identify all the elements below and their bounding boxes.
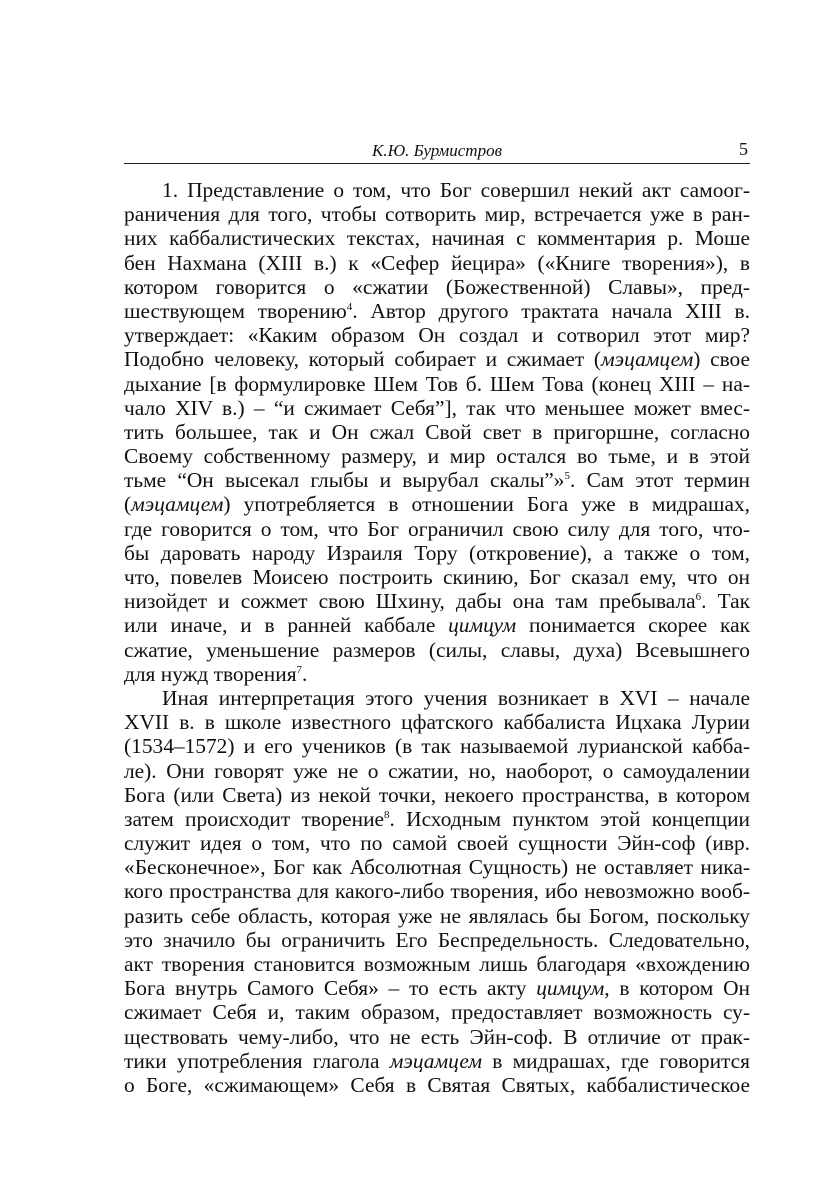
text-line xyxy=(124,347,750,371)
text-run: ( xyxy=(124,492,132,517)
text-run: утверждает: «Каким образом Он создал и сотворил этот мир? xyxy=(124,323,750,348)
text-line xyxy=(124,783,750,807)
text-run: Иная интерпретация этого учения возникает в XVI – начале xyxy=(162,685,750,710)
text-run: для нужд творения xyxy=(124,661,297,686)
footnote-marker: 7 xyxy=(296,663,303,676)
text-run: о Боге, «сжимающем» Себя в Святая Святых, каббалистическое xyxy=(124,1072,750,1097)
text-run: «Бесконечное», Бог как Абсолютная Сущность) не оставляет ника- xyxy=(124,855,750,880)
text-run: Бога (или Света) из некой точки, некоего пространства, в котором xyxy=(124,782,750,807)
text-line xyxy=(124,299,750,323)
text-run: акт творения становится возможным лишь благодаря «вхождению xyxy=(124,952,750,976)
text-line xyxy=(124,613,750,637)
text-run: XVII в. в школе известного цфатского каббалиста Ицхака Лурии xyxy=(124,710,750,735)
text-run: кого пространства для какого-либо творения, ибо невозможно вооб- xyxy=(124,879,750,904)
text-line xyxy=(124,734,750,758)
text-run: низойдет и сожмет свою Шхину, дабы она там пребывала xyxy=(124,589,696,614)
text-run: тить большее, так и Он сжал Свой свет в пригоршне, согласно xyxy=(124,419,750,444)
text-line xyxy=(124,275,750,299)
text-line xyxy=(124,976,750,1000)
italic-term: мэцамцем xyxy=(389,1048,482,1073)
text-line xyxy=(124,638,750,662)
text-run: . xyxy=(302,661,308,686)
italic-term: цимцум xyxy=(448,613,517,638)
text-line xyxy=(124,589,750,613)
text-run: котором говорится о «сжатии (Божественной) Славы», пред- xyxy=(124,274,750,299)
text-run: . Автор другого трактата начала XIII в. xyxy=(352,298,750,323)
text-run: ) употребляется в отношении Бога уже в мидрашах, xyxy=(223,492,750,517)
text-line xyxy=(124,759,750,783)
text-line xyxy=(124,251,750,275)
text-line xyxy=(124,468,750,492)
text-run: тики употребления глагола xyxy=(124,1048,390,1073)
text-run: тьме “Он высекал глыбы и вырубал скалы”» xyxy=(124,468,565,493)
text-run: дыхание [в формулировке Шем Тов б. Шем Това (конец XIII – на- xyxy=(124,371,750,396)
text-run: ле). Они говорят уже не о сжатии, но, наоборот, о самоудалении xyxy=(124,758,750,783)
text-line xyxy=(124,517,750,541)
text-line xyxy=(124,928,750,952)
text-run: это значило бы ограничить Его Беспредельность. Следовательно, xyxy=(124,927,750,952)
text-line xyxy=(124,952,750,976)
text-line xyxy=(124,1049,750,1073)
text-run: ) свое xyxy=(693,347,750,372)
text-line xyxy=(124,444,750,468)
text-line xyxy=(124,686,750,710)
text-run: Бога внутрь Самого Себя» – то есть акту xyxy=(124,976,537,1001)
text-run: служит идея о том, что по самой своей сущности Эйн-соф (ивр. xyxy=(124,831,750,856)
text-run: . Исходным пунктом этой концепции xyxy=(389,806,750,831)
text-line xyxy=(124,831,750,855)
text-run: понимается скорее как xyxy=(516,613,750,638)
text-run: сжатие, уменьшение размеров (силы, славы, духа) Всевышнего xyxy=(124,637,750,662)
text-line xyxy=(124,372,750,396)
text-run: или иначе, и в ранней каббале xyxy=(124,613,449,638)
footnote-marker: 6 xyxy=(695,591,702,604)
footnote-marker: 8 xyxy=(384,808,390,821)
text-run: шествующем творению xyxy=(124,298,347,323)
header-author: К.Ю. Бурмистров xyxy=(372,141,502,160)
text-run: Своему собственному размеру, и мир остался во тьме, и в этой xyxy=(124,444,750,469)
text-line xyxy=(124,879,750,903)
text-run: бы даровать народу Израиля Тору (откровение), а также о том, xyxy=(124,540,750,565)
text-run: Подобно человеку, который собирает и сжимает ( xyxy=(124,347,602,372)
text-run: . Так xyxy=(701,589,750,614)
text-line xyxy=(124,323,750,347)
paragraph xyxy=(124,178,750,686)
text-run: что, повелев Моисею построить скинию, Бог сказал ему, что он xyxy=(124,565,750,589)
italic-term: мэцамцем xyxy=(601,347,694,372)
text-run: разить себе область, которая уже не являлась бы Богом, поскольку xyxy=(124,903,750,928)
text-run: ществовать чему-либо, что не есть Эйн-соф. В отличие от прак- xyxy=(124,1024,750,1049)
italic-term: цимцум xyxy=(536,976,605,1001)
running-header xyxy=(124,137,750,164)
text-line xyxy=(124,541,750,565)
text-line xyxy=(124,1073,750,1097)
text-line xyxy=(124,710,750,734)
footnote-marker: 5 xyxy=(564,470,571,483)
footnote-marker: 4 xyxy=(346,300,353,313)
text-run: 1. Представление о том, что Бог совершил некий акт самоог- xyxy=(162,178,750,202)
text-line xyxy=(124,807,750,831)
text-run: раничения для того, чтобы сотворить мир, встречается уже в ран- xyxy=(124,202,750,227)
text-line xyxy=(124,662,750,686)
text-line xyxy=(124,904,750,928)
text-run: бен Нахмана (XIII в.) к «Сефер йецира» («Книге творения»), в xyxy=(124,250,750,275)
text-line xyxy=(124,396,750,420)
text-line xyxy=(124,855,750,879)
text-run: чало XIV в.) – “и сжимает Себя”], так что меньшее может вмес- xyxy=(124,395,750,420)
text-line xyxy=(124,1000,750,1024)
text-run: затем происходит творение xyxy=(124,806,385,831)
text-line xyxy=(124,492,750,516)
text-line xyxy=(124,420,750,444)
text-run: , в котором Он xyxy=(604,976,750,1001)
text-run: в мидрашах, где говорится xyxy=(481,1048,751,1073)
text-run: . Сам этот термин xyxy=(570,468,751,493)
page-number: 5 xyxy=(739,139,748,159)
text-run: (1534–1572) и его учеников (в так называемой лурианской кабба- xyxy=(124,734,750,759)
text-line xyxy=(124,202,750,226)
text-line xyxy=(124,178,750,202)
text-line xyxy=(124,226,750,250)
text-line xyxy=(124,1025,750,1049)
text-line xyxy=(124,565,750,589)
paragraph xyxy=(124,686,750,1097)
text-run: сжимает Себя и, таким образом, предоставляет возможность су- xyxy=(124,1000,750,1025)
body-text xyxy=(124,178,750,1097)
text-run: где говорится о том, что Бог ограничил свою силу для того, что- xyxy=(124,516,750,541)
text-run: них каббалистических текстах, начиная с комментария р. Моше xyxy=(124,226,750,251)
italic-term: мэцамцем xyxy=(131,492,224,517)
